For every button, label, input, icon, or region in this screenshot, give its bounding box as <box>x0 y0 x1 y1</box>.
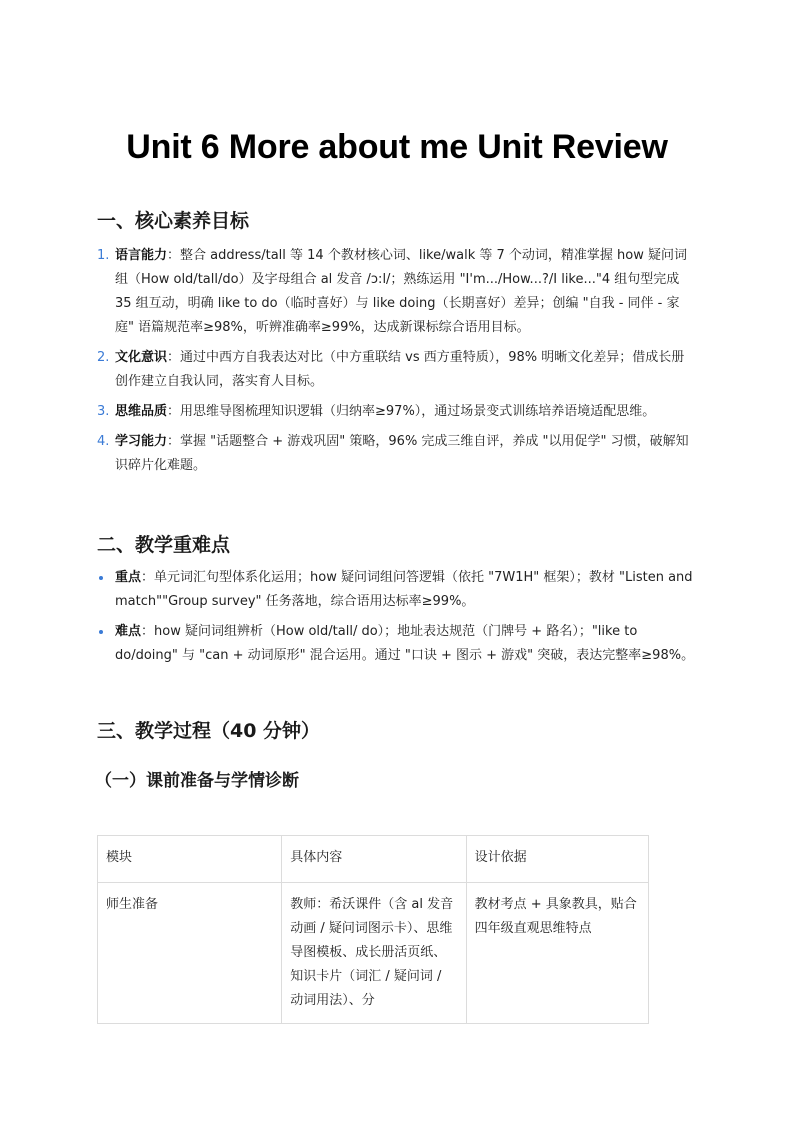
bullet-icon <box>99 576 103 580</box>
bullet-icon <box>99 630 103 634</box>
list-item <box>97 346 697 394</box>
item-label: 思维品质 <box>115 404 168 419</box>
cell-text: 教师：希沃课件（含 al 发音动画 / 疑问词图示卡）、思维导图模板、成长册活页纸、知识卡片（词汇 / 疑问词 / 动词用法）、分 <box>290 897 454 1008</box>
item-text: ：单元词汇句型体系化运用；how 疑问词组问答逻辑（依托 "7W1H" 框架）；教材 "Listen and match""Group survey" 任务落地，综合语用达标率≥99%。 <box>115 570 693 609</box>
item-label: 学习能力 <box>115 434 168 449</box>
document-title: Unit 6 More about me Unit Review <box>126 128 668 166</box>
table-cell <box>282 883 466 1024</box>
list-item <box>97 566 697 614</box>
table-header-cell: 具体内容 <box>282 836 466 883</box>
table-header-cell: 设计依据 <box>466 836 648 883</box>
key-points-list <box>97 566 697 674</box>
goals-list <box>97 244 697 484</box>
item-text: ：用思维导图梳理知识逻辑（归纳率≥97%），通过场景变式训练培养语境适配思维。 <box>167 404 656 419</box>
list-item <box>97 620 697 668</box>
list-number: 4. <box>97 434 110 449</box>
list-item <box>97 430 697 478</box>
list-number: 3. <box>97 404 110 419</box>
item-label: 重点 <box>115 570 142 585</box>
section-heading-goals: 一、核心素养目标 <box>97 210 250 232</box>
item-text: ：整合 address/tall 等 14 个教材核心词、like/walk 等 7 个动词，精准掌握 how 疑问词组（How old/tall/do）及字母组合 al 发音 /ɔ:l/；熟练运用 "I'm.../How...?/I like..."4 组句型完成 35 组互动，明确 like to do（临时喜好）与 like doing（长期喜好）差异；创编 "自我 - 同伴 - 家庭" 语篇规范率≥98%，听辨准确率≥99%，达成新课标综合语用目标。 <box>115 248 687 335</box>
item-text: ：掌握 "话题整合 + 游戏巩固" 策略，96% 完成三维自评，养成 "以用促学" 习惯，破解知识碎片化难题。 <box>115 434 689 473</box>
table-cell: 教材考点 + 具象教具，贴合四年级直观思维特点 <box>466 883 648 1024</box>
table-row <box>98 883 649 1024</box>
section-heading-process: 三、教学过程（40 分钟） <box>97 720 321 742</box>
table-cell: 师生准备 <box>98 883 282 1024</box>
section-heading-key-points: 二、教学重难点 <box>97 534 231 556</box>
list-number: 2. <box>97 350 110 365</box>
item-label: 难点 <box>115 624 142 639</box>
subsection-heading: （一）课前准备与学情诊断 <box>95 771 299 791</box>
list-item <box>97 244 697 340</box>
list-item <box>97 400 697 424</box>
table-header-cell: 模块 <box>98 836 282 883</box>
item-text: ：how 疑问词组辨析（How old/tall/ do）；地址表达规范（门牌号 + 路名）；"like to do/doing" 与 "can + 动词原形" 混合运用。通过 "口诀 + 图示 + 游戏" 突破，表达完整率≥98%。 <box>115 624 695 663</box>
table-header-row <box>98 836 649 883</box>
item-text: ：通过中西方自我表达对比（中方重联结 vs 西方重特质），98% 明晰文化差异；借成长册创作建立自我认同，落实育人目标。 <box>115 350 685 389</box>
item-label: 语言能力 <box>115 248 168 263</box>
list-number: 1. <box>97 248 110 263</box>
item-label: 文化意识 <box>115 350 168 365</box>
prep-table <box>97 835 649 1024</box>
